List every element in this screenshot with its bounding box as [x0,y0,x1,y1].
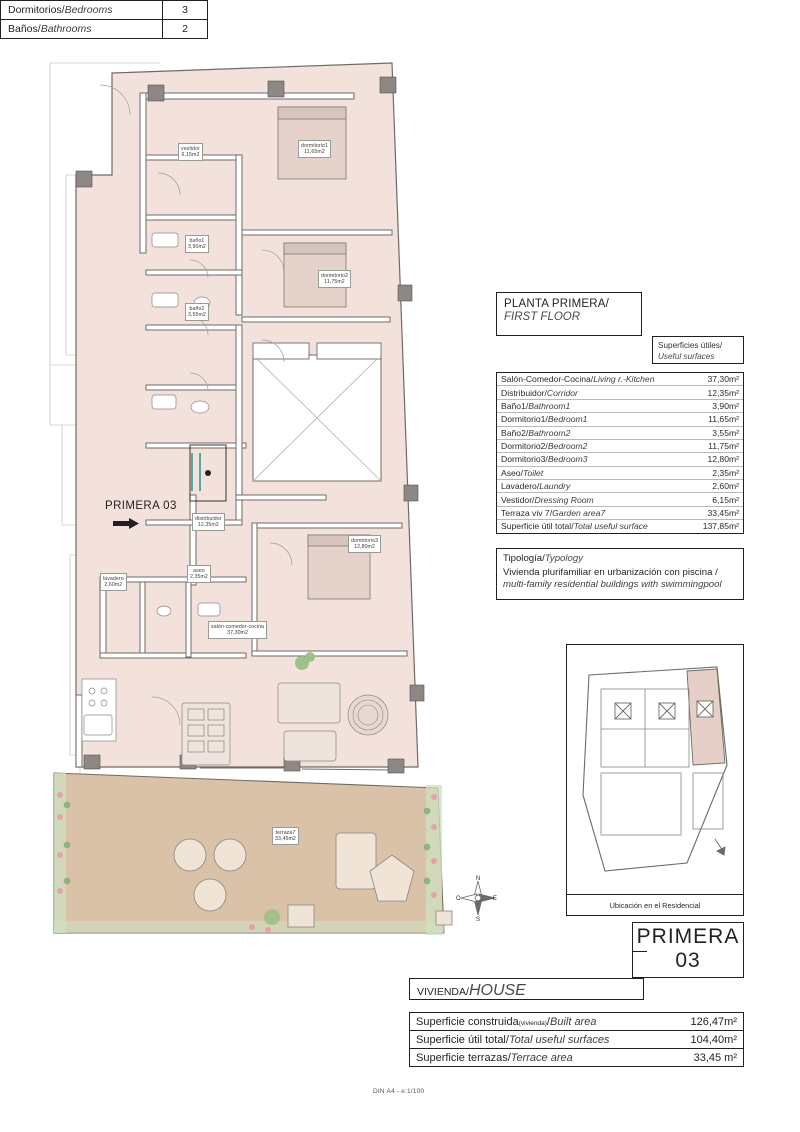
totals-table [409,1012,744,1067]
useful-surfaces-header [652,336,744,364]
typology-heading: Tipología/Typology [503,553,583,564]
house-header-en: HOUSE [468,982,526,999]
table-row: Baños/Bathrooms 2 [1,20,208,39]
room-label-dormitorio3: dormitorio3 12,80m2 [348,535,381,553]
useful-surfaces-table [496,372,744,534]
table-row: Superficie útil total/Total useful surfaces 104,40m² [410,1031,743,1049]
typology-box [496,548,744,600]
room-label-bano1: baño1 3,90m2 [185,235,209,253]
room-label-aseo: aseo 2,35m2 [187,565,211,583]
callout-arrow-icon [113,518,139,529]
site-key-map [566,644,744,916]
room-label-dormitorio2: dormitorio2 11,75m2 [318,270,351,288]
table-row: Vestidor/Dressing Room 6,15m² [497,493,743,506]
table-row: Superficie construida(vivienda)/Built area 126,47m² [410,1013,743,1031]
room-counts-table [0,0,208,39]
svg-text:S: S [475,917,481,921]
table-row: Distribuidor/Corridor 12,35m² [497,386,743,399]
table-row-total: Superficie útil total/Total useful surface 137,85m² [501,521,739,532]
svg-text:O: O [456,896,461,902]
compass-rose-icon [455,875,501,921]
table-row: Dormitorios/Bedrooms 3 [1,1,208,20]
table-row: Dormitorio2/Bedroom2 11,75m² [497,439,743,452]
unit-callout-label: PRIMERA 03 [105,500,177,512]
table-row: Lavadero/Laundry 2,60m² [497,480,743,493]
table-row: Baño1/Bathroom1 3,90m² [497,399,743,412]
table-row: Dormitorio3/Bedroom3 12,80m² [497,453,743,466]
house-header-box [409,978,644,1000]
table-row: Salón-Comedor-Cocina/Living r.-Kitchen 37,30m² [497,373,743,386]
room-label-distribuidor: distribuidor 12,35m2 [192,513,225,531]
table-row: Baño2/Bathroom2 3,55m² [497,426,743,439]
table-row: Terraza viv 7/Garden area7 33,45m² [497,506,743,519]
room-label-terraza: terraza7 33,45m2 [272,827,299,845]
scale-note: DIN A4 - e:1/100 [373,1088,425,1095]
unit-number-label: 03 [675,949,701,972]
floor-title-en: FIRST FLOOR [504,311,581,323]
floor-title-es: PLANTA PRIMERA/ [504,298,610,310]
table-row: Superficie terrazas/Terrace area 33,45 m² [416,1051,737,1064]
floor-title-box [496,292,642,336]
unit-floor-label: PRIMERA [636,925,740,948]
room-label-salon-comedor-cocina: salón-comedor-cocina 37,30m2 [208,621,267,639]
useful-surfaces-header-es: Superficies útiles/ [658,341,723,350]
room-label-dormitorio1: dormitorio1 11,65m2 [298,140,331,158]
house-header-es: VIVIENDA/ [417,986,469,998]
table-row: Dormitorio1/Bedroom1 11,65m² [497,413,743,426]
table-row: Aseo/Toilet 2,35m² [497,466,743,479]
svg-text:N: N [475,876,481,882]
room-label-lavadero: lavadero 2,60m2 [100,573,127,591]
key-map-caption: Ubicación en el Residencial [567,894,743,915]
floor-plan-drawing [40,55,460,960]
useful-surfaces-header-en: Useful surfaces [658,352,715,362]
unit-identifier-box [632,922,744,978]
typology-text: Vivienda plurifamiliar en urbanización con piscina / multi-family residential buildings with swimmingpool [503,567,722,591]
room-label-bano2: baño2 3,55m2 [185,303,209,321]
room-label-vestidor: vestidor 6,15m2 [178,143,203,161]
svg-text:E: E [493,896,498,902]
